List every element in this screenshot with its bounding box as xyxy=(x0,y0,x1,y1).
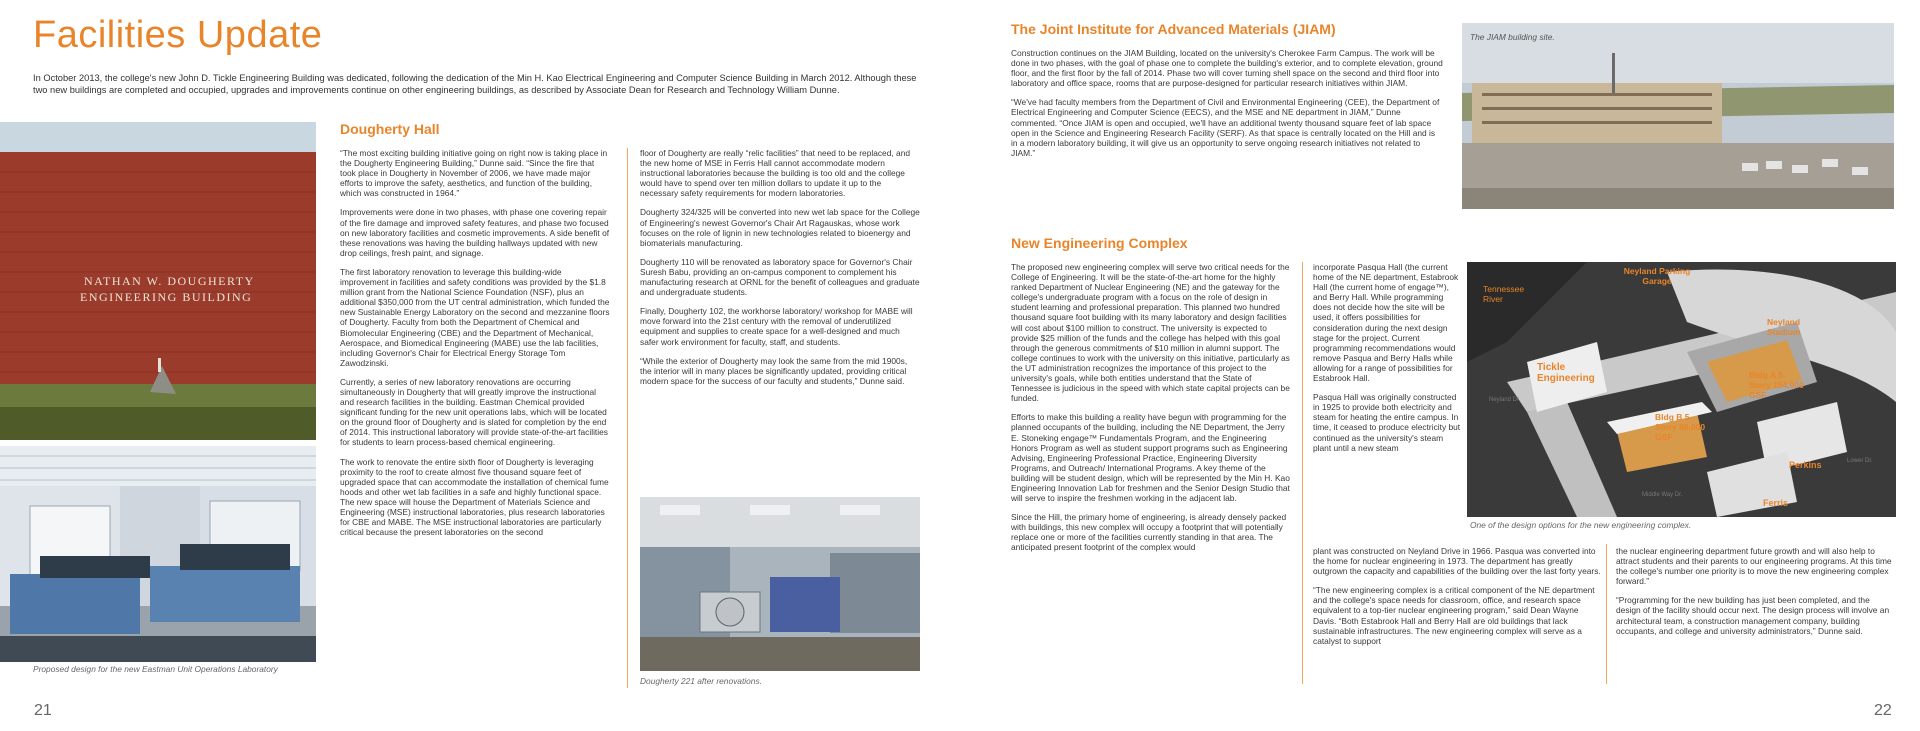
nec-paragraph: The proposed new engineering complex will serve two critical needs for the College of Engineering. It will be the state-of-the-art home for the highly ranked Department of Nuclear Engineering (NE) and the gateway for the college's undergraduate program with a focus on the role of design in student learning and professional preparation. This planned two hundred thousand square foot building with its many laboratory and design facilities will cost about $100 million to construct. The university is expected to provide $25 million of the funds and the college has helped with this goal through the generous commitments of $10 million in alumni support. The college continues to work with the university on this initiative, particularly as the UT administration recognizes the importance of this project to the university's goals, while both entities understand that the State of Tennessee is judicious in the speed with which state capital projects can be funded. xyxy=(1011,262,1290,404)
nec-paragraph: Pasqua Hall was originally constructed in 1925 to provide both electricity and steam for heating the entire campus. In time, it ceased to produce electricity but continued as the university's steam plant until a new steam xyxy=(1313,392,1461,453)
jiam-photo-caption: The JIAM building site. xyxy=(1470,32,1555,42)
page-number-right: 22 xyxy=(1874,702,1892,719)
nec-paragraph: “Programming for the new building has just been completed, and the design of the facility should occur next. The design process will involve an architectural team, a construction management company, building occupants, and college and university administrators,” Dunne said. xyxy=(1616,595,1890,636)
map-label-street: Middle Way Dr. xyxy=(1642,492,1683,498)
nec-paragraph: Efforts to make this building a reality have begun with programming for the planned occupants of the building, including the NE Department, the Jerry E. Stoneking engage™ Fundamentals Program, and the Engineering Honors Program as well as student support programs such as Engineering Advising, Engineering Professional Practice, Engineering Diversity Programs, and Outreach/ International Programs. A key theme of the building will be student design, which will be represented by the Min H. Kao Engineering Innovation Lab for freshmen and the Senior Design Studio that will serve to inspire the freshmen working in the adjacent lab. xyxy=(1011,412,1290,504)
dougherty-building-photo xyxy=(0,122,316,440)
column-rule xyxy=(1606,544,1607,684)
jiam-heading: The Joint Institute for Advanced Materials (JIAM) xyxy=(1011,21,1336,37)
building-sign-line-1: NATHAN W. DOUGHERTY xyxy=(84,274,255,288)
dougherty-paragraph: Improvements were done in two phases, with phase one covering repair of the fire damage and improved safety features, and phase two focused on new laboratory facilities and cosmetic improvements. A side benefit of these renovations was having the building hallways updated with new drop ceilings, fresh paint, and signage. xyxy=(340,207,610,258)
map-label-perkins: Perkins xyxy=(1789,460,1822,470)
lab-design-render xyxy=(0,446,316,662)
map-label-stadium: Neyland Stadium xyxy=(1767,317,1801,337)
jiam-paragraph: “We've had faculty members from the Department of Civil and Environmental Engineering (CEE), the Department of Electrical Engineering and Computer Science (EECS), and the MSE and NE department in JIAM,” Dunne commented. “Once JIAM is open and occupied, we'll have an additional twenty thousand square feet of lab space open in the Science and Engineering Research Facility (SERF). As that space is centrally located on the Hill and is in a modern laboratory building, it will give us an opportunity to serve ongoing research initiatives not related to JIAM.” xyxy=(1011,97,1440,158)
jiam-text xyxy=(1011,48,1443,167)
map-label-bldg-b: Bldg B 5-Story 80,000 GSF xyxy=(1655,412,1706,442)
dougherty-221-caption: Dougherty 221 after renovations. xyxy=(640,676,762,686)
map-label-tickle: Tickle Engineering xyxy=(1537,362,1595,384)
nec-paragraph: Since the Hill, the primary home of engineering, is already densely packed with buildings, this new complex will occupy a footprint that will potentially replace one or more of the facilities currently standing in that area. The anticipated present footprint of the complex would xyxy=(1011,512,1287,553)
map-label-ferris: Ferris xyxy=(1763,498,1789,508)
dougherty-paragraph: “While the exterior of Dougherty may look the same from the mid 1900s, the interior will in many places be significantly updated, providing critical modern space for the success of our faculty and students,” Dunne said. xyxy=(640,355,908,386)
jiam-site-photo xyxy=(1462,23,1894,209)
dougherty-paragraph: floor of Dougherty are really “relic facilities” that need to be replaced, and the new home of MSE in Ferris Hall cannot accommodate modern instructional laboratories because the building is too old and the college would have to spend over ten million dollars to update it up to the necessary safety requirements for modern laboratories. xyxy=(640,148,911,199)
nec-column-2 xyxy=(1313,262,1461,462)
page-title: Facilities Update xyxy=(33,14,323,56)
dougherty-paragraph: Finally, Dougherty 102, the workhorse laboratory/ workshop for MABE will move forward into the 21st century with the removal of underutilized equipment and supplies to create space for a well-designed and much safer work environment for faculty, staff, and students. xyxy=(640,306,913,347)
nec-paragraph: “The new engineering complex is a critical component of the NE department and the college's space needs for classroom, office, and research space equivalent to a top-tier nuclear engineering program,” said Dean Wayne Davis. “Both Estabrook Hall and Berry Hall are old buildings that lack sustainable infrastructures. The new engineering complex will serve as a catalyst to support xyxy=(1313,585,1595,646)
dougherty-paragraph: The work to renovate the entire sixth floor of Dougherty is leveraging proximity to the roof to create almost five thousand square feet of upgraded space that can accommodate the installation of chemical fume hoods and other wet lab facilities in a safe and highly functional space. The new space will house the Department of Materials Science and Engineering (MSE) instructional laboratories, plus research laboratories for CBE and MABE. The MSE instructional laboratories are particularly critical because the present laboratories on the second xyxy=(340,456,609,538)
building-sign-line-2: ENGINEERING BUILDING xyxy=(80,290,253,304)
dougherty-paragraph: “The most exciting building initiative going on right now is taking place in the Dougherty Engineering Building,” Dunne said. “Since the fire that took place in Dougherty in November of 2006, we have made major efforts to improve the safety, aesthetics, and function of the building, which was constructed in 1964.” xyxy=(340,148,608,199)
dougherty-heading: Dougherty Hall xyxy=(340,121,440,137)
nec-column-1 xyxy=(1011,262,1294,562)
jiam-paragraph: Construction continues on the JIAM Building, located on the university's Cherokee Farm Campus. The work will be done in two phases, with the goal of phase one to complete the building's exterior, and to complete elevation, ground floor, and the first floor by the fall of 2014. Phase two will cover turning shell space on the second and third floor into laboratory and office space, rooms that are purpose-designed for particular research initiatives within JIAM. xyxy=(1011,48,1443,89)
nec-paragraph: plant was constructed on Neyland Drive in 1966. Pasqua was converted into the home for nuclear engineering in 1973. The department has greatly outgrown the capacity and capabilities of the building over the last forty years. xyxy=(1313,546,1601,577)
nec-column-2-continued xyxy=(1313,546,1601,655)
map-caption: One of the design options for the new engineering complex. xyxy=(1470,520,1692,530)
engineering-complex-map xyxy=(1467,262,1896,517)
map-label-parking: Neyland Parking Garage xyxy=(1623,266,1691,286)
column-rule xyxy=(627,148,628,688)
intro-paragraph: In October 2013, the college's new John D. Tickle Engineering Building was dedicated, following the dedication of the Min H. Kao Electrical Engineering and Computer Science Building in March 2012. Although these two new buildings are completed and occupied, upgrades and improvements continue on other engineering buildings, as described by Associate Dean for Research and Technology William Dunne. xyxy=(33,73,917,95)
map-label-street: Lower Dr. xyxy=(1847,458,1873,464)
lab-design-caption: Proposed design for the new Eastman Unit Operations Laboratory xyxy=(33,664,278,674)
map-label-river: Tennessee River xyxy=(1483,284,1525,304)
nec-column-3 xyxy=(1616,546,1896,645)
nec-paragraph: incorporate Pasqua Hall (the current home of the NE department, Estabrook Hall (the current home of engage™), and Berry Hall. While programming does not decide how the site will be used, it offers possibilities for consideration during the next design stage for the project. Current programming recommendations would remove Pasqua and Berry Halls while allowing for a range of possibilities for Estabrook Hall. xyxy=(1313,262,1459,384)
dougherty-column-2 xyxy=(640,148,920,395)
nec-heading: New Engineering Complex xyxy=(1011,235,1188,251)
dougherty-paragraph: Dougherty 324/325 will be converted into new wet lab space for the College of Engineering's newest Governor's Chair Art Ragauskas, whose work focuses on the role of lignin in new technologies related to bioenergy and biomaterials manufacturing. xyxy=(640,207,920,248)
dougherty-column-1 xyxy=(340,148,612,546)
page-number-left: 21 xyxy=(34,702,52,719)
dougherty-paragraph: The first laboratory renovation to leverage this building-wide improvement in facilities and safety conditions was provided by the $1.8 million grant from the National Science Foundation (NSF), plus an additional $350,000 from the UT central administration, which funded the new Sustainable Energy Laboratory on the second and mezzanine floors of Dougherty. Faculty from both the Department of Chemical and Biomolecular Engineering (CBE) and the Department of Mechanical, Aerospace, and Biomedical Engineering (MABE) use the lab facilities, including Governor's Chair for Electrical Energy Storage Tom Zawodzinski. xyxy=(340,266,610,368)
map-label-bldg-a: Bldg A 5-Story 154,000 GSF xyxy=(1749,370,1804,400)
map-label-street: Neyland Dr. xyxy=(1489,397,1521,403)
dougherty-221-photo xyxy=(640,497,920,671)
dougherty-paragraph: Currently, a series of new laboratory renovations are occurring simultaneously in Dougherty that will greatly improve the instructional and research facilities in the building. Eastman Chemical provided significant funding for the new unit operations labs, which will be located on the ground floor of Dougherty and is slated for completion by the end of 2014. This instructional laboratory will provide state-of-the-art facilities for students to learn process-based chemical engineering. xyxy=(340,376,608,448)
dougherty-paragraph: Dougherty 110 will be renovated as laboratory space for Governor's Chair Suresh Babu, providing an on-campus component to complement his manufacturing research at ORNL for the benefit of colleagues and graduate and undergraduate students. xyxy=(640,256,920,298)
column-rule xyxy=(1302,262,1303,684)
nec-paragraph: the nuclear engineering department future growth and will also help to attract students and their parents to our engineering programs. At this time the college's number one priority is to move the new engineering complex forward.” xyxy=(1616,546,1892,587)
